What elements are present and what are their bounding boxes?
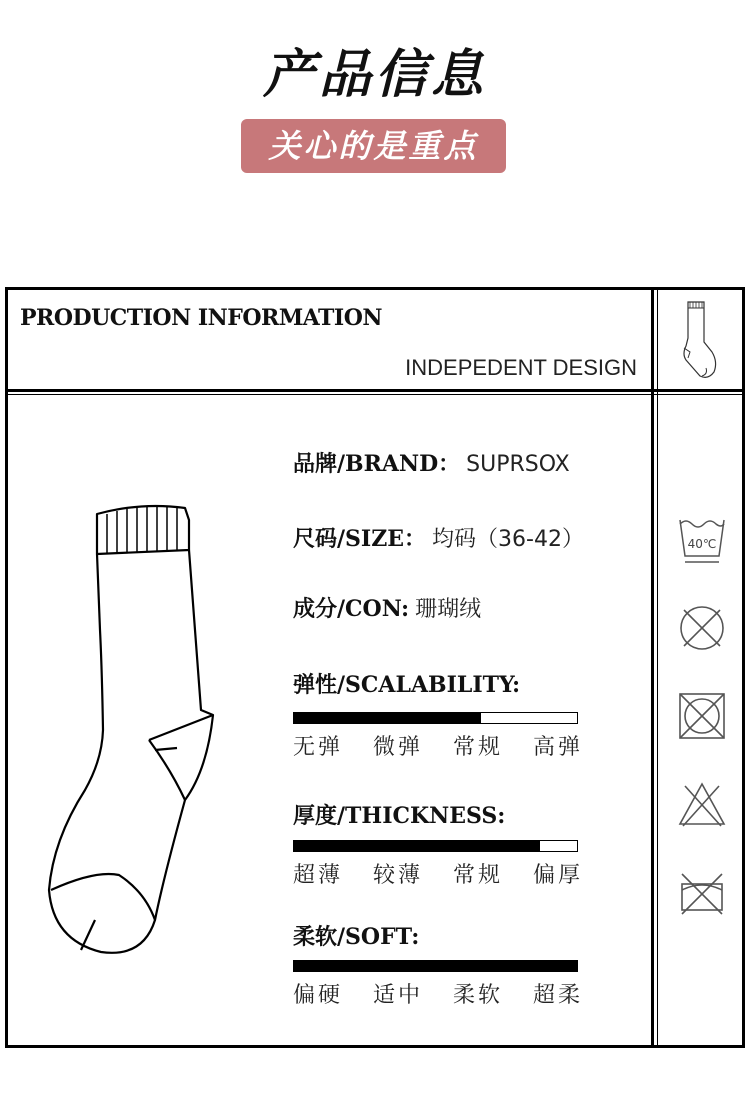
scale-option: 适中: [372, 983, 423, 1008]
size-label: 尺码/SIZE：: [293, 526, 427, 552]
divider-horizontal: [5, 389, 745, 392]
thickness-bar: [293, 840, 578, 852]
soft-bar: [293, 960, 578, 972]
scale-option: 常规: [452, 863, 503, 888]
soft-label: 柔软/SOFT:: [293, 924, 420, 950]
scalability-label: 弹性/SCALABILITY:: [293, 672, 521, 698]
scale-option: 无弹: [293, 735, 344, 760]
panel-heading: PRODUCTION INFORMATION: [20, 305, 382, 331]
no-iron-dry-icon: [678, 870, 726, 918]
scale-option: 较薄: [372, 863, 423, 888]
sock-small-icon: [676, 298, 724, 382]
scale-option: 常规: [452, 735, 503, 760]
thickness-bar-fill: [294, 841, 540, 851]
brand-row: [293, 447, 570, 478]
thickness-label: 厚度/THICKNESS:: [293, 803, 506, 829]
size-row: [293, 522, 584, 553]
sock-illustration: [45, 500, 225, 960]
scale-option: 微弹: [372, 735, 423, 760]
con-value: 珊瑚绒: [415, 597, 482, 622]
no-bleach-icon: [677, 780, 727, 828]
scale-option: 柔软: [452, 983, 503, 1008]
wash-temp-label: 40℃: [687, 537, 717, 551]
con-label: 成分/CON:: [293, 596, 410, 622]
size-value: 均码（36-42）: [432, 527, 584, 552]
scalability-scale: [293, 730, 583, 761]
scale-option: 超柔: [532, 983, 583, 1008]
scalability-bar-fill: [294, 713, 481, 723]
scale-option: 偏硬: [293, 983, 344, 1008]
scale-option: 高弹: [532, 735, 583, 760]
soft-bar-fill: [294, 961, 577, 971]
scalability-bar: [293, 712, 578, 724]
scale-option: 偏厚: [532, 863, 583, 888]
scale-option: 超薄: [293, 863, 344, 888]
panel-subheading: INDEPEDENT DESIGN: [405, 355, 637, 380]
divider-vertical: [651, 287, 654, 1048]
divider-vertical-inner: [657, 287, 658, 1048]
page-title: 产品信息: [262, 45, 487, 105]
wash-40-icon: [677, 512, 727, 566]
brand-value: SUPRSOX: [466, 452, 570, 477]
subtitle-badge: 关心的是重点: [241, 119, 506, 173]
no-machine-dry-icon: [678, 692, 726, 740]
no-tumble-dry-icon: [678, 604, 726, 652]
soft-scale: [293, 978, 583, 1009]
brand-label: 品牌/BRAND：: [293, 451, 461, 477]
divider-horizontal-inner: [5, 394, 745, 395]
con-row: [293, 592, 481, 623]
thickness-scale: [293, 858, 583, 889]
